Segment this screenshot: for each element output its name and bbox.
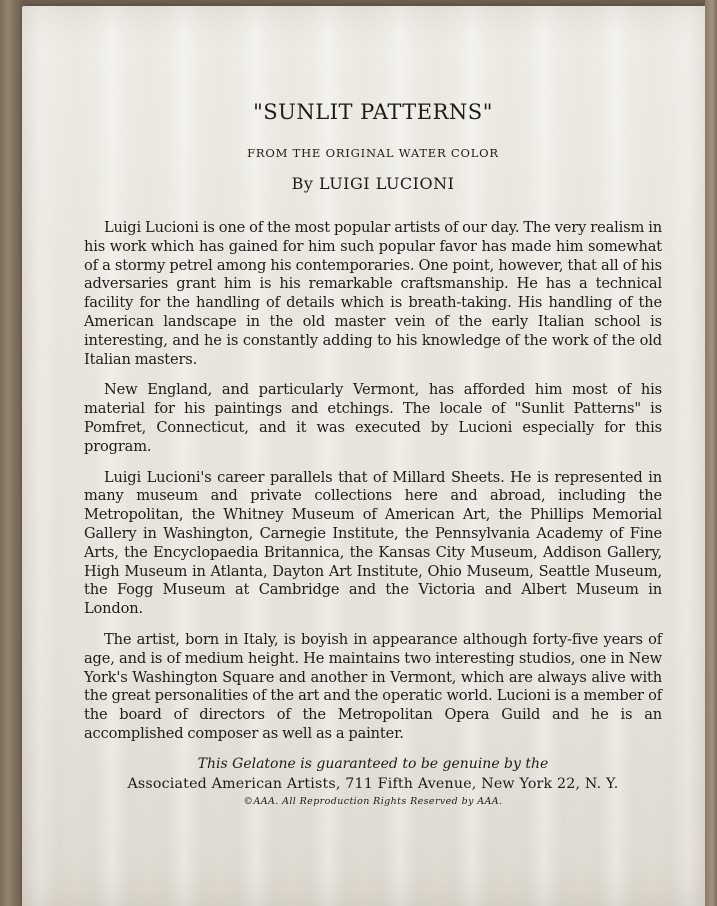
biography-text xyxy=(84,219,662,744)
rights-notice: ©AAA. All Reproduction Rights Reserved by AAA. xyxy=(243,795,503,807)
guarantee-line: This Gelatone is guaranteed to be genuine by the xyxy=(197,755,549,772)
printed-card xyxy=(22,6,708,906)
publisher-footer xyxy=(84,756,662,807)
publisher-address: Associated American Artists, 711 Fifth Avenue, New York 22, N. Y. xyxy=(127,775,619,792)
paragraph-1: Luigi Lucioni is one of the most popular artists of our day. The very realism in his work which has gained for him such popular favor has made him somewhat of a stormy petrel among his contemporaries. One point, however, that all of his adversaries grant him is his remarkable craftsmanship. He has a technical facility for the handling of details which is breath-taking. His handling of the American landscape in the old master vein of the early Italian school is interesting, and he is constantly adding to his knowledge of the work of the old Italian masters. xyxy=(84,219,662,368)
artwork-subtitle: FROM THE ORIGINAL WATER COLOR xyxy=(247,146,499,160)
paragraph-2: New England, and particularly Vermont, has afforded him most of his material for his paintings and etchings. The locale of "Sunlit Patterns" is Pomfret, Connecticut, and it was executed by Lucioni especially for this program. xyxy=(84,381,662,455)
frame-edge xyxy=(705,0,717,906)
paragraph-3: Luigi Lucioni's career parallels that of Millard Sheets. He is represented in many museum and private collections here and abroad, including the Metropolitan, the Whitney Museum of American Art, the Phillips Memorial Gallery in Washington, Carnegie Institute, the Pennsylvania Academy of Fine Arts, the Encyclopaedia Britannica, the Kansas City Museum, Addison Gallery, High Museum in Atlanta, Dayton Art Institute, Ohio Museum, Seattle Museum, the Fogg Museum at Cambridge and the Victoria and Albert Museum in London. xyxy=(84,468,662,618)
paragraph-4: The artist, born in Italy, is boyish in appearance although forty-five years of age, and is of medium height. He maintains two interesting studios, one in New York's Washington Square and another in Vermont, which are always alive with the great personalities of the art and the operatic world. Lucioni is a member of the board of directors of the Metropolitan Opera Guild and he is an accomplished composer as well as a painter. xyxy=(84,630,662,742)
artist-byline: By LUIGI LUCIONI xyxy=(291,174,455,193)
card-content xyxy=(84,92,662,807)
artwork-title: "SUNLIT PATTERNS" xyxy=(253,100,493,124)
